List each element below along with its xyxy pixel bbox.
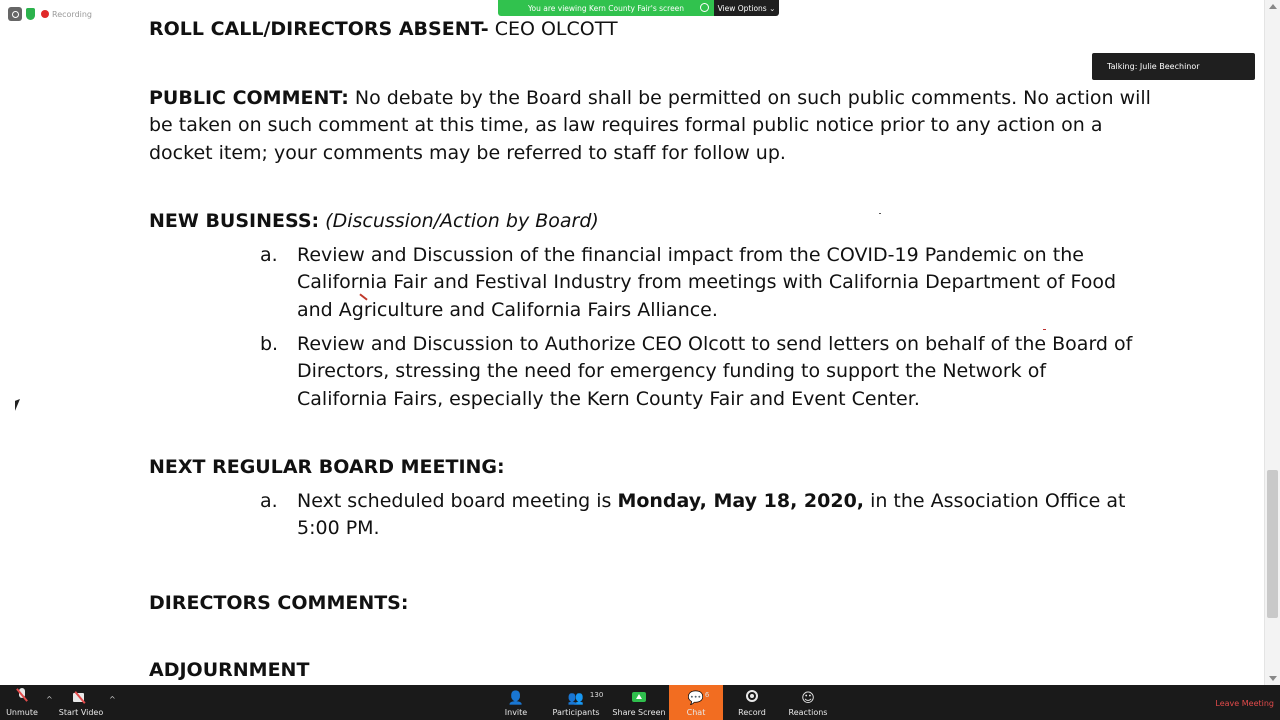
- public-comment-heading: PUBLIC COMMENT:: [149, 87, 349, 109]
- next-meeting-item-line-2: 5:00 PM.: [297, 517, 380, 539]
- roll-call-text: CEO OLCOTT: [488, 18, 618, 40]
- next-meeting-post: in the Association Office at: [864, 490, 1126, 512]
- chat-label: Chat: [686, 708, 706, 717]
- participants-count: 130: [589, 691, 604, 699]
- scroll-down-arrow-icon[interactable]: [1269, 676, 1277, 681]
- annotation-dot: [879, 213, 881, 214]
- start-video-button[interactable]: [58, 685, 104, 720]
- active-speaker-indicator: [1092, 53, 1255, 80]
- participants-label: Participants: [552, 708, 600, 717]
- view-options-button[interactable]: [714, 0, 779, 16]
- viewing-screen-text: You are viewing Kern County Fair's screen: [527, 3, 685, 13]
- public-comment-line-3: docket item; your comments may be referred to staff for follow up.: [149, 142, 786, 164]
- smiley-icon: ☺: [801, 691, 815, 706]
- chat-button[interactable]: [669, 685, 723, 720]
- muted-microphone-icon: [16, 688, 28, 702]
- share-screen-icon: [632, 692, 646, 702]
- record-label: Record: [738, 708, 766, 717]
- viewing-screen-notice: [498, 0, 714, 16]
- roll-call-line: [149, 15, 618, 43]
- meeting-status-indicators: [8, 7, 92, 21]
- invite-label: Invite: [504, 708, 528, 717]
- video-options-caret-icon[interactable]: ^: [109, 695, 116, 704]
- scrollbar-thumb[interactable]: [1267, 470, 1278, 618]
- item-b-line-1: Review and Discussion to Authorize CEO Olcott to send letters on behalf of the Board of: [297, 333, 1133, 355]
- share-screen-label: Share Screen: [612, 708, 666, 717]
- directors-comments-line: [149, 589, 408, 617]
- video-off-camera-icon: [73, 692, 89, 702]
- unmute-button[interactable]: [4, 685, 40, 720]
- item-a-line-3: and Agriculture and California Fairs Alliance.: [297, 299, 718, 321]
- invite-button[interactable]: [500, 685, 532, 720]
- view-options-label: View Options: [717, 3, 767, 13]
- adjournment-heading: ADJOURNMENT: [149, 659, 310, 681]
- screen-share-banner: [498, 0, 779, 16]
- chat-unread-count: 6: [704, 691, 710, 699]
- next-meeting-item-line-1: [297, 487, 1125, 515]
- participants-icon: 👥 130: [568, 691, 584, 706]
- new-business-subheading: (Discussion/Action by Board): [325, 210, 599, 232]
- chevron-down-icon: ⌄: [769, 3, 776, 13]
- add-person-icon: 👤: [507, 691, 525, 706]
- directors-comments-heading: DIRECTORS COMMENTS:: [149, 592, 409, 614]
- chat-bubble-icon: 💬 6: [688, 691, 704, 706]
- share-screen-button[interactable]: [612, 685, 666, 720]
- participants-button[interactable]: [552, 685, 604, 720]
- item-a-letter: a.: [260, 244, 278, 266]
- recording-label: Recording: [52, 9, 93, 19]
- new-business-line: [149, 207, 599, 235]
- item-a-line-1: Review and Discussion of the financial impact from the COVID-19 Pandemic on the: [297, 244, 1084, 266]
- record-icon: [746, 690, 758, 702]
- vertical-scrollbar[interactable]: [1264, 0, 1280, 685]
- next-meeting-item-letter: a.: [260, 490, 278, 512]
- next-meeting-pre: Next scheduled board meeting is: [297, 490, 618, 512]
- record-button[interactable]: [734, 685, 770, 720]
- adjournment-line: [149, 656, 309, 684]
- reactions-label: Reactions: [788, 708, 828, 717]
- reactions-button[interactable]: [786, 685, 830, 720]
- annotation-dot: [1043, 329, 1046, 330]
- item-b-line-2: Directors, stressing the need for emergency funding to support the Network of: [297, 360, 1047, 382]
- meeting-info-icon[interactable]: [8, 7, 22, 21]
- meeting-toolbar: [0, 685, 1280, 720]
- item-b-line-3: California Fairs, especially the Kern County Fair and Event Center.: [297, 388, 920, 410]
- recording-dot-icon: [41, 10, 49, 18]
- close-banner-icon[interactable]: [700, 3, 709, 12]
- new-business-heading: NEW BUSINESS:: [149, 210, 320, 232]
- next-meeting-line: [149, 453, 505, 481]
- unmute-label: Unmute: [6, 708, 38, 717]
- item-a-line-2: California Fair and Festival Industry from meetings with California Department of Food: [297, 271, 1117, 293]
- scroll-up-arrow-icon[interactable]: [1269, 4, 1277, 9]
- public-comment-line-1: [149, 84, 1151, 112]
- audio-options-caret-icon[interactable]: ^: [46, 695, 53, 704]
- public-comment-text-1: No debate by the Board shall be permitted on such public comments. No action will: [348, 87, 1151, 109]
- recording-indicator: [41, 10, 92, 19]
- roll-call-heading: ROLL CALL/DIRECTORS ABSENT-: [149, 18, 489, 40]
- talking-label: Talking: Julie Beechinor: [1107, 62, 1200, 71]
- next-meeting-heading: NEXT REGULAR BOARD MEETING:: [149, 456, 505, 478]
- encryption-shield-icon[interactable]: [26, 8, 35, 20]
- public-comment-line-2: be taken on such comment at this time, as law requires formal public notice prior to any action on a: [149, 114, 1103, 136]
- leave-meeting-button[interactable]: Leave Meeting: [1215, 699, 1274, 708]
- next-meeting-date: Monday, May 18, 2020,: [617, 490, 865, 512]
- item-b-letter: b.: [260, 333, 279, 355]
- start-video-label: Start Video: [58, 708, 104, 717]
